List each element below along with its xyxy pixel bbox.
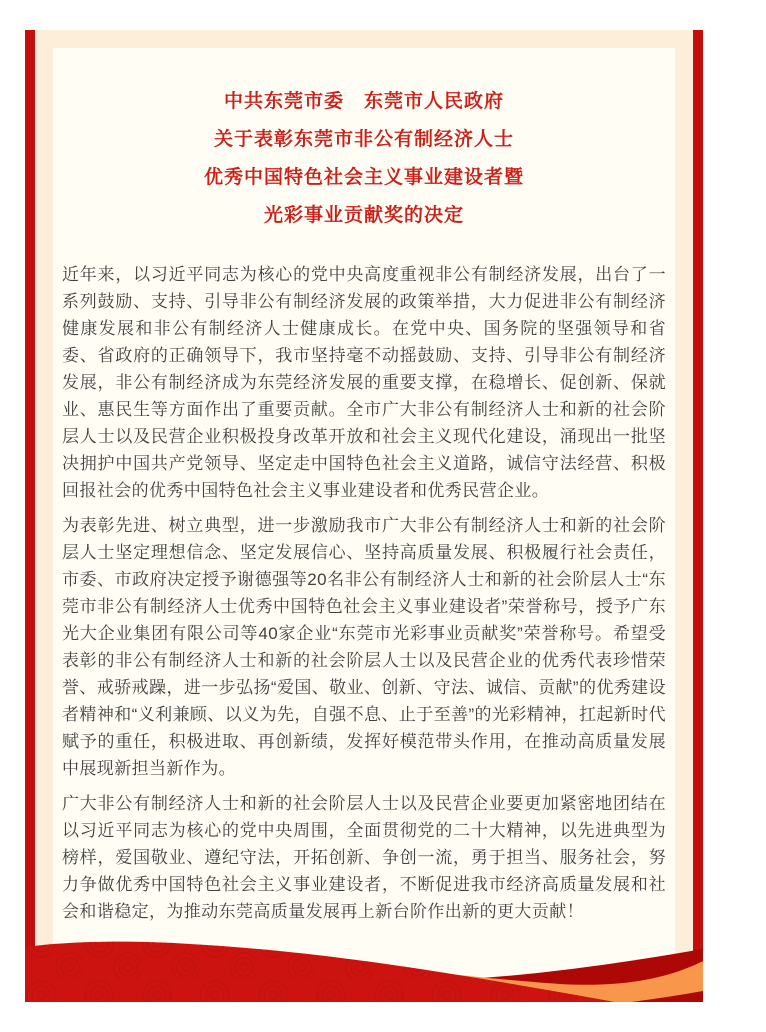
title-line-4: 光彩事业贡献奖的决定 <box>263 205 464 226</box>
document-title <box>62 83 666 235</box>
title-line-1: 中共东莞市委 东莞市人民政府 <box>223 91 504 112</box>
paragraph-3: 广大非公有制经济人士和新的社会阶层人士以及民营企业要更加紧密地团结在以习近平同志为核心的党中央周围，全面贯彻党的二十大精神，以先进典型为榜样，爱国敬业、遵纪守法，开拓创新、争创一流，勇于担当、服务社会，努力争做优秀中国特色社会主义事业建设者，不断促进我市经济高质量发展和社会和谐稳定，为推动东莞高质量发展再上新台阶作出新的更大贡献！ <box>62 794 666 921</box>
right-red-bar <box>693 30 703 1002</box>
footer-wave-decoration <box>25 927 703 1002</box>
wave-svg <box>25 927 703 1002</box>
paragraph-1: 近年来，以习近平同志为核心的党中央高度重视非公有制经济发展，出台了一系列鼓励、支持、引导非公有制经济发展的政策举措，大力促进非公有制经济健康发展和非公有制经济人士健康成长。在党中央、国务院的坚强领导和省委、省政府的正确领导下，我市坚持毫不动摇鼓励、支持、引导非公有制经济发展，非公有制经济成为东莞经济发展的重要支撑，在稳增长、促创新、保就业、惠民生等方面作出了重要贡献。全市广大非公有制经济人士和新的社会阶层人士以及民营企业积极投身改革开放和社会主义现代化建设，涌现出一批坚决拥护中国共产党领导、坚定走中国特色社会主义道路，诚信守法经营、积极回报社会的优秀中国特色社会主义事业建设者和优秀民营企业。 <box>62 265 666 500</box>
paragraph-2: 为表彰先进、树立典型，进一步激励我市广大非公有制经济人士和新的社会阶层人士坚定理想信念、坚定发展信心、坚持高质量发展、积极履行社会责任，市委、市政府决定授予谢德强等20名非公有制经济人士和新的社会阶层人士“东莞市非公有制经济人士优秀中国特色社会主义事业建设者”荣誉称号，授予广东光大企业集团有限公司等40家企业“东莞市光彩事业贡献奖”荣誉称号。希望受表彰的非公有制经济人士和新的社会阶层人士以及民营企业的优秀代表珍惜荣誉、戒骄戒躁，进一步弘扬“爱国、敬业、创新、守法、诚信、贡献”的优秀建设者精神和“义利兼顾、以义为先，自强不息、止于至善”的光彩精神，扛起新时代赋予的重任，积极进取、再创新绩，发挥好模范带头作用，在推动高质量发展中展现新担当新作为。 <box>62 516 666 778</box>
left-red-bar <box>25 30 35 1002</box>
document-body <box>62 261 666 925</box>
page <box>0 30 766 1032</box>
title-line-2: 关于表彰东莞市非公有制经济人士 <box>213 129 514 150</box>
title-line-3: 优秀中国特色社会主义事业建设者暨 <box>203 167 524 188</box>
article-card <box>25 30 703 1002</box>
document-panel <box>53 48 675 1002</box>
